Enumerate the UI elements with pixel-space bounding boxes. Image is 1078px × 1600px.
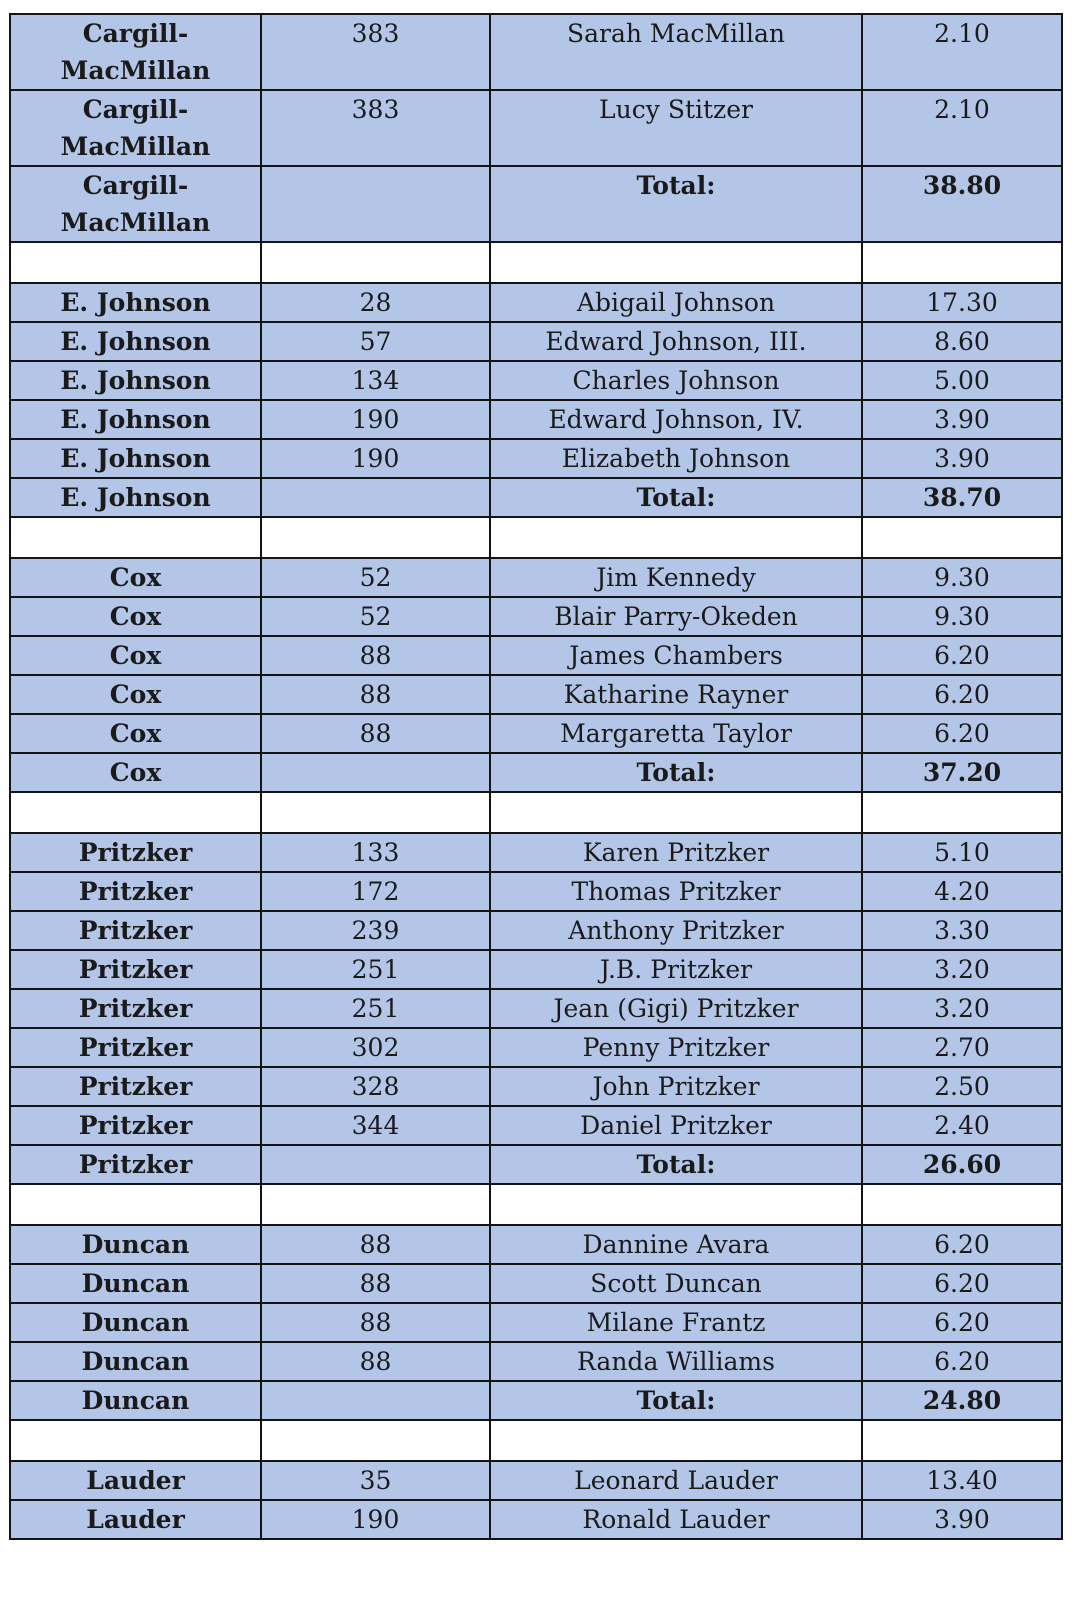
table-row — [10, 950, 1062, 989]
name-cell: Charles Johnson — [490, 361, 862, 400]
name-cell: Randa Williams — [490, 1342, 862, 1381]
name-cell: Elizabeth Johnson — [490, 439, 862, 478]
empty-cell — [490, 792, 862, 833]
family-cell: Pritzker — [10, 833, 261, 872]
table-row — [10, 1106, 1062, 1145]
family-cell: Pritzker — [10, 1106, 261, 1145]
rank-cell: 52 — [261, 597, 490, 636]
family-cell: Cox — [10, 597, 261, 636]
table-row — [10, 400, 1062, 439]
rank-cell — [261, 478, 490, 517]
total-row — [10, 478, 1062, 517]
family-cell: Pritzker — [10, 911, 261, 950]
name-cell: Dannine Avara — [490, 1225, 862, 1264]
family-cell: Cargill-MacMillan — [10, 90, 261, 166]
rank-cell: 344 — [261, 1106, 490, 1145]
name-cell: Lucy Stitzer — [490, 90, 862, 166]
name-cell: Katharine Rayner — [490, 675, 862, 714]
rank-cell: 383 — [261, 90, 490, 166]
rank-cell: 133 — [261, 833, 490, 872]
family-cell: E. Johnson — [10, 361, 261, 400]
value-cell: 3.20 — [862, 950, 1062, 989]
family-cell: Duncan — [10, 1303, 261, 1342]
total-value-cell: 24.80 — [862, 1381, 1062, 1420]
total-value-cell: 37.20 — [862, 753, 1062, 792]
family-cell: E. Johnson — [10, 283, 261, 322]
name-cell: Edward Johnson, IV. — [490, 400, 862, 439]
name-cell: Scott Duncan — [490, 1264, 862, 1303]
rank-cell: 251 — [261, 950, 490, 989]
family-cell: Cox — [10, 558, 261, 597]
table-row — [10, 1028, 1062, 1067]
value-cell: 3.90 — [862, 1500, 1062, 1539]
rank-cell: 302 — [261, 1028, 490, 1067]
table-row — [10, 1067, 1062, 1106]
value-cell: 2.40 — [862, 1106, 1062, 1145]
table-row — [10, 714, 1062, 753]
table-row — [10, 322, 1062, 361]
empty-cell — [261, 1420, 490, 1461]
value-cell: 5.10 — [862, 833, 1062, 872]
table-row — [10, 597, 1062, 636]
name-cell: J.B. Pritzker — [490, 950, 862, 989]
family-cell: Duncan — [10, 1381, 261, 1420]
value-cell: 3.90 — [862, 400, 1062, 439]
empty-cell — [862, 517, 1062, 558]
name-cell: Leonard Lauder — [490, 1461, 862, 1500]
spacer-row — [10, 1420, 1062, 1461]
family-cell: E. Johnson — [10, 439, 261, 478]
value-cell: 5.00 — [862, 361, 1062, 400]
table-row — [10, 14, 1062, 90]
name-cell: Sarah MacMillan — [490, 14, 862, 90]
rank-cell: 88 — [261, 714, 490, 753]
name-cell: John Pritzker — [490, 1067, 862, 1106]
table-row — [10, 1461, 1062, 1500]
name-cell: Karen Pritzker — [490, 833, 862, 872]
family-cell: Duncan — [10, 1342, 261, 1381]
table-row — [10, 439, 1062, 478]
total-label-cell: Total: — [490, 166, 862, 242]
table-row — [10, 1500, 1062, 1539]
family-cell: Pritzker — [10, 872, 261, 911]
rank-cell: 35 — [261, 1461, 490, 1500]
name-cell: Jim Kennedy — [490, 558, 862, 597]
value-cell: 6.20 — [862, 1342, 1062, 1381]
family-cell: Lauder — [10, 1500, 261, 1539]
rank-cell: 172 — [261, 872, 490, 911]
spacer-row — [10, 242, 1062, 283]
empty-cell — [862, 792, 1062, 833]
value-cell: 6.20 — [862, 1303, 1062, 1342]
name-cell: Thomas Pritzker — [490, 872, 862, 911]
table-body — [10, 14, 1062, 1539]
rank-cell: 383 — [261, 14, 490, 90]
value-cell: 6.20 — [862, 675, 1062, 714]
rank-cell — [261, 1145, 490, 1184]
total-label-cell: Total: — [490, 1145, 862, 1184]
empty-cell — [10, 517, 261, 558]
empty-cell — [490, 1184, 862, 1225]
name-cell: Anthony Pritzker — [490, 911, 862, 950]
rank-cell: 190 — [261, 439, 490, 478]
empty-cell — [261, 1184, 490, 1225]
rank-cell: 251 — [261, 989, 490, 1028]
value-cell: 6.20 — [862, 1264, 1062, 1303]
table-row — [10, 90, 1062, 166]
name-cell: Milane Frantz — [490, 1303, 862, 1342]
value-cell: 2.50 — [862, 1067, 1062, 1106]
empty-cell — [490, 242, 862, 283]
name-cell: Edward Johnson, III. — [490, 322, 862, 361]
value-cell: 4.20 — [862, 872, 1062, 911]
rank-cell: 239 — [261, 911, 490, 950]
table-row — [10, 1264, 1062, 1303]
rank-cell: 52 — [261, 558, 490, 597]
family-cell: Pritzker — [10, 1145, 261, 1184]
name-cell: Penny Pritzker — [490, 1028, 862, 1067]
rank-cell — [261, 166, 490, 242]
rank-cell: 190 — [261, 400, 490, 439]
empty-cell — [261, 517, 490, 558]
value-cell: 6.20 — [862, 1225, 1062, 1264]
table-row — [10, 989, 1062, 1028]
spacer-row — [10, 517, 1062, 558]
empty-cell — [261, 242, 490, 283]
value-cell: 6.20 — [862, 714, 1062, 753]
total-row — [10, 166, 1062, 242]
rank-cell: 190 — [261, 1500, 490, 1539]
table-row — [10, 361, 1062, 400]
name-cell: Margaretta Taylor — [490, 714, 862, 753]
family-cell: Pritzker — [10, 950, 261, 989]
empty-cell — [862, 242, 1062, 283]
value-cell: 9.30 — [862, 597, 1062, 636]
total-value-cell: 26.60 — [862, 1145, 1062, 1184]
value-cell: 8.60 — [862, 322, 1062, 361]
rank-cell: 88 — [261, 1342, 490, 1381]
family-cell: Pritzker — [10, 1067, 261, 1106]
value-cell: 3.90 — [862, 439, 1062, 478]
value-cell: 3.30 — [862, 911, 1062, 950]
family-cell: Cox — [10, 675, 261, 714]
rank-cell — [261, 753, 490, 792]
table-row — [10, 1225, 1062, 1264]
total-label-cell: Total: — [490, 478, 862, 517]
family-cell: E. Johnson — [10, 478, 261, 517]
family-wealth-table — [9, 13, 1063, 1540]
total-value-cell: 38.80 — [862, 166, 1062, 242]
family-cell: Cox — [10, 753, 261, 792]
empty-cell — [261, 792, 490, 833]
table-row — [10, 1303, 1062, 1342]
empty-cell — [10, 242, 261, 283]
empty-cell — [10, 792, 261, 833]
empty-cell — [490, 517, 862, 558]
total-label-cell: Total: — [490, 1381, 862, 1420]
total-row — [10, 1381, 1062, 1420]
name-cell: Blair Parry-Okeden — [490, 597, 862, 636]
value-cell: 17.30 — [862, 283, 1062, 322]
rank-cell: 134 — [261, 361, 490, 400]
total-value-cell: 38.70 — [862, 478, 1062, 517]
family-cell: Pritzker — [10, 1028, 261, 1067]
family-cell: E. Johnson — [10, 400, 261, 439]
table-row — [10, 872, 1062, 911]
family-cell: Duncan — [10, 1225, 261, 1264]
family-cell: E. Johnson — [10, 322, 261, 361]
rank-cell: 28 — [261, 283, 490, 322]
empty-cell — [862, 1420, 1062, 1461]
total-label-cell: Total: — [490, 753, 862, 792]
rank-cell: 328 — [261, 1067, 490, 1106]
family-cell: Cargill-MacMillan — [10, 14, 261, 90]
value-cell: 13.40 — [862, 1461, 1062, 1500]
name-cell: Jean (Gigi) Pritzker — [490, 989, 862, 1028]
rank-cell: 88 — [261, 1303, 490, 1342]
value-cell: 3.20 — [862, 989, 1062, 1028]
family-cell: Pritzker — [10, 989, 261, 1028]
table-row — [10, 558, 1062, 597]
empty-cell — [10, 1184, 261, 1225]
table-row — [10, 636, 1062, 675]
name-cell: Abigail Johnson — [490, 283, 862, 322]
rank-cell: 57 — [261, 322, 490, 361]
family-cell: Lauder — [10, 1461, 261, 1500]
value-cell: 2.70 — [862, 1028, 1062, 1067]
family-cell: Duncan — [10, 1264, 261, 1303]
empty-cell — [490, 1420, 862, 1461]
value-cell: 2.10 — [862, 14, 1062, 90]
value-cell: 6.20 — [862, 636, 1062, 675]
table-row — [10, 1342, 1062, 1381]
name-cell: James Chambers — [490, 636, 862, 675]
spacer-row — [10, 1184, 1062, 1225]
rank-cell: 88 — [261, 1264, 490, 1303]
rank-cell: 88 — [261, 1225, 490, 1264]
spacer-row — [10, 792, 1062, 833]
table-row — [10, 833, 1062, 872]
value-cell: 9.30 — [862, 558, 1062, 597]
rank-cell: 88 — [261, 675, 490, 714]
name-cell: Daniel Pritzker — [490, 1106, 862, 1145]
table-row — [10, 675, 1062, 714]
table-row — [10, 283, 1062, 322]
family-cell: Cargill-MacMillan — [10, 166, 261, 242]
family-cell: Cox — [10, 636, 261, 675]
family-cell: Cox — [10, 714, 261, 753]
empty-cell — [862, 1184, 1062, 1225]
value-cell: 2.10 — [862, 90, 1062, 166]
empty-cell — [10, 1420, 261, 1461]
total-row — [10, 1145, 1062, 1184]
rank-cell — [261, 1381, 490, 1420]
name-cell: Ronald Lauder — [490, 1500, 862, 1539]
total-row — [10, 753, 1062, 792]
rank-cell: 88 — [261, 636, 490, 675]
table-row — [10, 911, 1062, 950]
